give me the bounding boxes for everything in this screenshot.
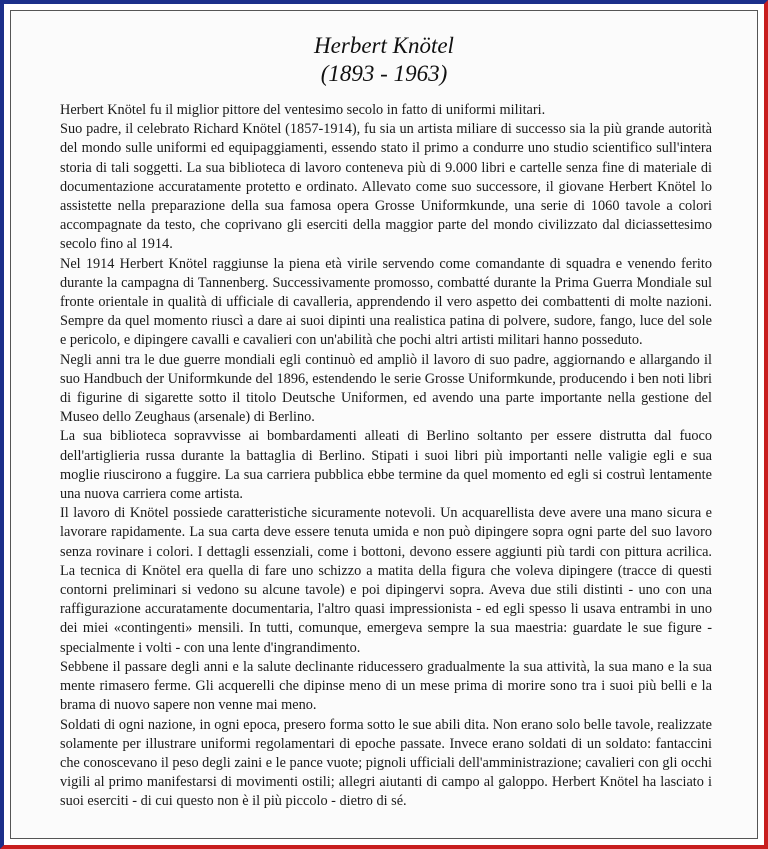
page-subtitle-years: (1893 - 1963)	[320, 61, 448, 86]
paragraph-interwar: Negli anni tra le due guerre mondiali egli continuò ed ampliò il lavoro di suo padre, aggiornando e allargando il suo Handbuch der Uniformkunde del 1896, estendendo le serie Grosse Uniformkunde, producendo i ben noti libri di figurine di sigarette sotto il titolo Deutsche Uniformen, ed avendo una parte importante nella gestione del Museo dello Zeughaus (arsenale) di Berlino.	[60, 351, 712, 426]
paragraph-father: Suo padre, il celebrato Richard Knötel (1857-1914), fu sia un artista miliare di successo sia la più grande autorità del mondo sulle uniformi ed equipaggiamenti, essendo stato il primo a condurre uno studio scientifico sull'intera storia di tali soggetti. La sua biblioteca di lavoro conteneva più di 9.000 libri e cartelle senza fine di materiale di documentazione accuratamente protetto e ordinato. Allevato come suo successore, il giovane Herbert Knötel lo assistette nella preparazione della sua famosa opera Grosse Uniformkunde, una serie di 1060 tavole a colori accompagnate da testo, che coprivano gli eserciti della maggior parte del mondo civilizzato dal diciassettesimo secolo fino al 1914.	[60, 121, 712, 253]
biography-text	[60, 101, 712, 812]
paragraph-soldiers: Soldati di ogni nazione, in ogni epoca, presero forma sotto le sue abili dita. Non erano solo belle tavole, realizzate solamente per illustrare uniformi regolamentari di epoche passate. Invece erano soldati di un soldato: fantaccini che conoscevano il peso degli zaini e le pance vuote; pignoli ufficiali dell'amministrazione; cavalieri con gli occhi vigili al primo manifestarsi di movimenti ostili; allegri aiutanti di campo al galoppo. Herbert Knötel ha lasciato i suoi eserciti - di cui questo non è il più piccolo - dietro di sé.	[60, 716, 712, 810]
page-title: Herbert Knötel	[314, 33, 454, 58]
paragraph-war: Nel 1914 Herbert Knötel raggiunse la piena età virile servendo come comandante di squadra e venendo ferito durante la campagna di Tannenberg. Successivamente promosso, combatté durante la Prima Guerra Mondiale sul fronte orientale in qualità di ufficiale di cavalleria, apprendendo il vero aspetto dei combattenti di molte nazioni. Sempre da quel momento riuscì a dare ai suoi dipinti una realistica patina di polvere, sudore, fango, luce del sole e pericolo, e dipingere cavalli e cavalieri con un'abilità che pochi altri artisti militari hanno posseduto.	[60, 255, 712, 349]
paragraph-technique: Il lavoro di Knötel possiede caratteristiche sicuramente notevoli. Un acquarellista deve avere una mano sicura e lavorare rapidamente. La sua carta deve essere tenuta umida e non può dipingere sopra ogni parte del suo lavoro senza rovinare i colori. I dettagli essenziali, come i bottoni, devono essere aggiunti più tardi con pittura acrilica. La tecnica di Knötel era quella di fare uno schizzo a matita della figura che voleva dipingere (tracce di questi contorni preliminari si vedono su alcune tavole) e poi dipingervi sopra. Aveva due stili distinti - uno con una raffigurazione accuratamente documentaria, l'altro quasi impressionista - ed egli spesso li usava entrambi in uno dei miei «contingenti» mensili. In tutti, comunque, emergeva sempre la sua maestria: guardate le sue figure - specialmente i volti - con una lente d'ingrandimento.	[60, 505, 712, 656]
paragraph-library: La sua biblioteca sopravvisse ai bombardamenti alleati di Berlino soltanto per essere distrutta dal fuoco dell'artiglieria russa durante la battaglia di Berlino. Stipati i suoi libri più importanti nelle valigie egli e sua moglie riuscirono a fuggire. La sua carriera pubblica ebbe termine da quel momento ed egli si costruì lentamente una nuova carriera come artista.	[60, 428, 712, 503]
paragraph-intro: Herbert Knötel fu il miglior pittore del ventesimo secolo in fatto di uniformi militari.	[60, 102, 546, 118]
paragraph-late-years: Sebbene il passare degli anni e la salute declinante riducessero gradualmente la sua attività, la sua mano e la sua mente rimasero ferme. Gli acquerelli che dipinse meno di un mese prima di morire sono tra i suoi più belli e la brama di nuovo sapere non venne mai meno.	[60, 658, 712, 714]
